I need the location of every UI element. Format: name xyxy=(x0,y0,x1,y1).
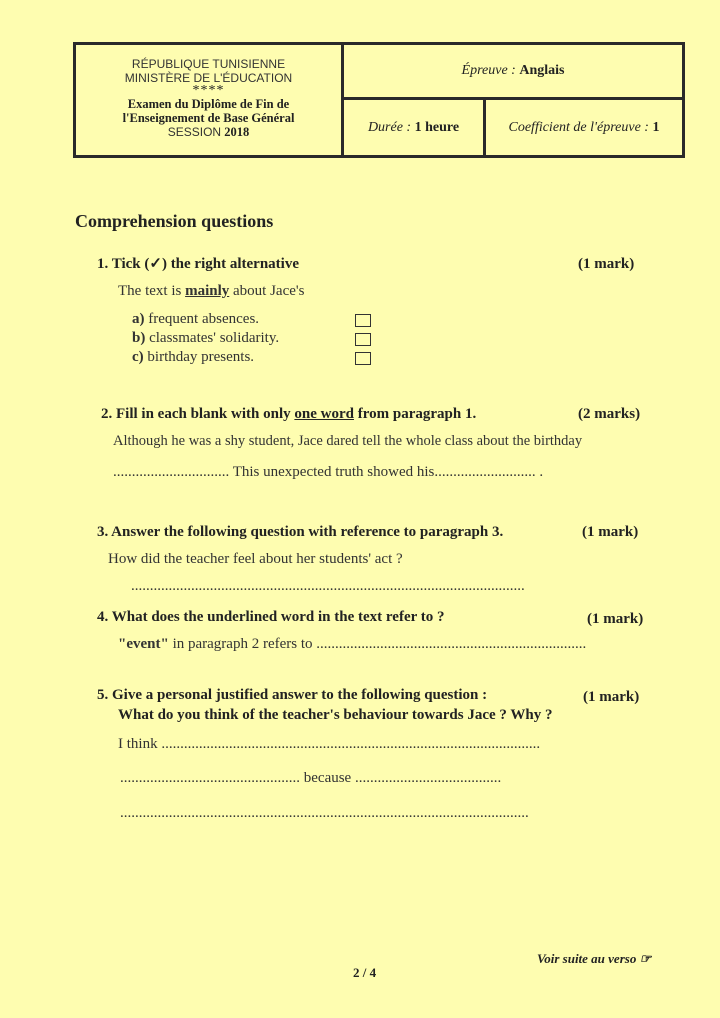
ministry-label: MINISTÈRE DE L'ÉDUCATION xyxy=(124,71,293,85)
q1-title: 1. Tick (✓) the right alternative xyxy=(97,256,299,272)
q1-option-a-letter: a) xyxy=(132,311,145,327)
q1-option-c-checkbox[interactable] xyxy=(355,352,371,365)
continue-on-back-note: Voir suite au verso ☞ xyxy=(537,951,652,966)
page-number: 2 / 4 xyxy=(353,965,377,980)
q5-question: What do you think of the teacher's behaviour towards Jace ? Why ? xyxy=(118,707,553,723)
q5-because-line xyxy=(120,770,501,787)
q1-option-c-letter: c) xyxy=(132,349,144,365)
q5-answer-line-4[interactable]: ............................................................................................................. xyxy=(120,805,529,821)
q2-mark: (2 marks) xyxy=(578,406,641,422)
q5-answer-line-1[interactable]: ..................................................................................................... xyxy=(161,736,541,752)
q2-line2 xyxy=(113,464,543,481)
duration-label: Durée : xyxy=(367,120,412,135)
session-year: 2018 xyxy=(224,125,250,139)
duration-value: 1 heure xyxy=(414,120,460,135)
section-title: Comprehension questions xyxy=(75,211,274,231)
q2-blank-1[interactable]: .............................. xyxy=(113,464,226,480)
q5-title: 5. Give a personal justified answer to the following question : xyxy=(97,687,488,703)
q2-title-pre: 2. Fill in each blank with only xyxy=(101,406,295,422)
q1-stem-underlined: mainly xyxy=(185,283,230,299)
q4-mark: (1 mark) xyxy=(587,611,644,627)
q1-mark: (1 mark) xyxy=(578,256,635,272)
q1-option-b-text: classmates' solidarity. xyxy=(145,330,280,346)
subject-value: Anglais xyxy=(519,63,565,78)
q3-mark: (1 mark) xyxy=(582,524,639,540)
q5-think-line xyxy=(118,736,540,753)
q1-stem-pre: The text is xyxy=(118,283,186,299)
q2-blank-2[interactable]: ........................... . xyxy=(434,464,544,480)
session-label: SESSION xyxy=(167,125,222,139)
q4-word: "event" xyxy=(118,636,169,652)
q3-question: How did the teacher feel about her students' act ? xyxy=(108,551,403,567)
stars-separator: **** xyxy=(192,83,225,98)
subject-cell xyxy=(344,45,682,100)
q5-mark: (1 mark) xyxy=(583,689,640,705)
session-line xyxy=(76,125,341,139)
q1-option-a-checkbox[interactable] xyxy=(355,314,371,327)
q1-option-b xyxy=(132,330,279,347)
q1-option-b-checkbox[interactable] xyxy=(355,333,371,346)
q4-line xyxy=(118,636,586,653)
duration-cell xyxy=(344,100,486,155)
q1-option-a-text: frequent absences. xyxy=(144,311,260,327)
header-institution-cell xyxy=(76,45,344,155)
q1-option-c-text: birthday presents. xyxy=(143,349,255,365)
q4-title: 4. What does the underlined word in the text refer to ? xyxy=(97,609,445,625)
coefficient-value: 1 xyxy=(652,120,660,135)
coefficient-cell xyxy=(486,100,682,155)
q2-title xyxy=(101,406,476,423)
exam-title-line1: Examen du Diplôme de Fin de xyxy=(127,97,290,111)
q3-answer-line[interactable]: ......................................................................................................... xyxy=(131,578,525,594)
q1-option-c xyxy=(132,349,254,366)
q3-title: 3. Answer the following question with reference to paragraph 3. xyxy=(97,524,504,540)
q4-rest: in paragraph 2 refers to xyxy=(168,636,313,652)
q2-title-post: from paragraph 1. xyxy=(353,406,477,422)
exam-title-line2: l'Enseignement de Base Général xyxy=(122,111,295,125)
republic-label: RÉPUBLIQUE TUNISIENNE xyxy=(131,57,286,71)
q1-stem-post: about Jace's xyxy=(229,283,305,299)
q1-stem xyxy=(118,283,304,300)
q5-answer-line-3[interactable]: ....................................... xyxy=(354,770,502,786)
exam-header xyxy=(73,42,685,158)
q2-line1: Although he was a shy student, Jace dared tell the whole class about the birthday xyxy=(113,433,583,449)
q1-option-a xyxy=(132,311,259,328)
q5-because-label: because xyxy=(303,770,352,786)
q4-answer-line[interactable]: ........................................................................ xyxy=(316,636,587,652)
q1-option-b-letter: b) xyxy=(132,330,146,346)
subject-label: Épreuve : xyxy=(461,63,516,78)
q5-think-label: I think xyxy=(118,736,158,752)
coefficient-label: Coefficient de l'épreuve : xyxy=(508,120,649,135)
q2-title-underlined: one word xyxy=(294,406,354,422)
q2-line2-text: . This unexpected truth showed his xyxy=(225,464,435,480)
q5-answer-line-2[interactable]: ................................................ xyxy=(120,770,300,786)
